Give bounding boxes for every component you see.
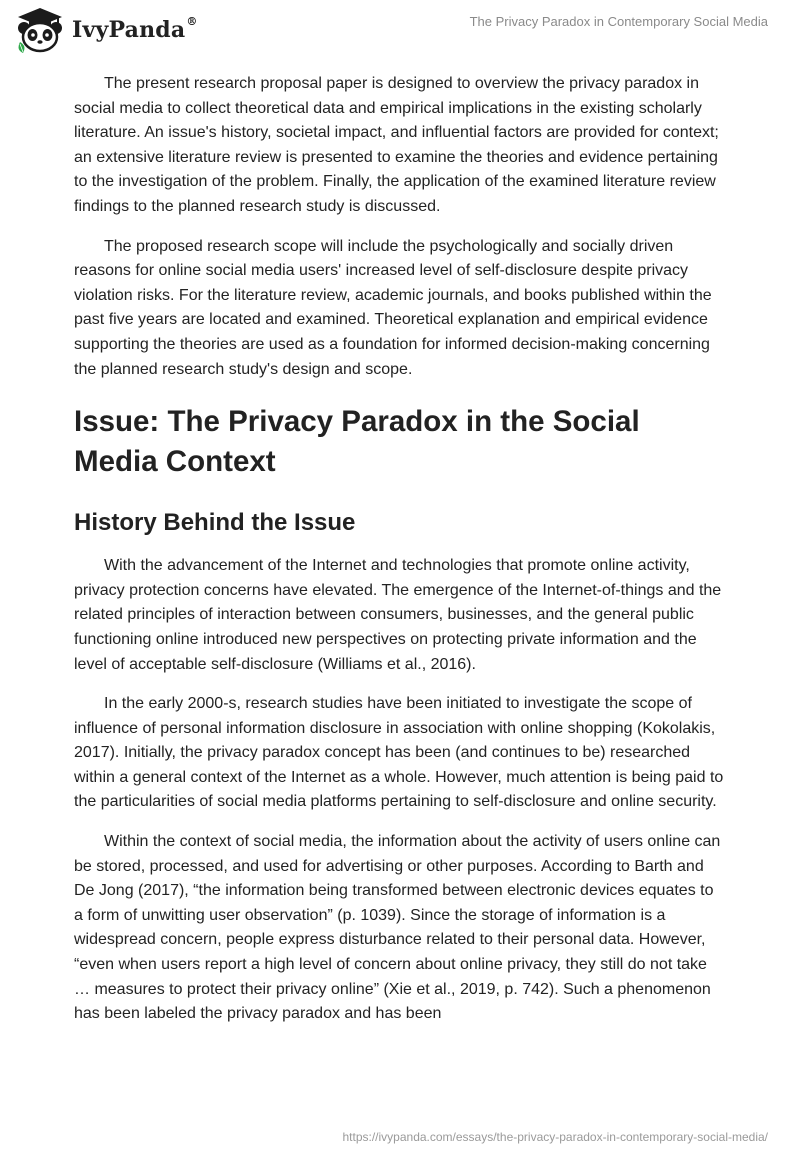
history-paragraph-3: Within the context of social media, the information about the activity of users online can be stored, processed, and used for advertising or other purposes. According to Barth and De Jong (2017), “the information being transformed between electronic devices equates to a form of unwitting user observation” (p. 1039). Since the storage of information is a widespread concern, people express disturbance related to their personal data. However, “even when users report a high level of concern about online privacy, they still do not take … measures to protect their privacy online” (Xie et al., 2019, p. 742). Such a phenomenon has been labeled the privacy paradox and has been <box>74 833 721 1023</box>
intro-paragraph-1: The present research proposal paper is designed to overview the privacy paradox in social media to collect theoretical data and empirical implications in the existing scholarly literature. An issue's history, societal impact, and influential factors are provided for context; an extensive literature review is presented to examine the theories and evidence pertaining to the investigation of the problem. Finally, the application of the examined literature review findings to the planned research study is discussed. <box>74 75 719 215</box>
ivypanda-logo[interactable] <box>14 6 198 54</box>
brand-name <box>72 17 198 43</box>
panda-graduate-icon <box>14 6 66 54</box>
essay-body <box>74 72 724 1042</box>
page-header <box>0 0 800 60</box>
brand-name-text: IvyPanda <box>72 17 186 43</box>
registered-mark: ® <box>186 15 198 28</box>
history-paragraph-1: With the advancement of the Internet and technologies that promote online activity, privacy protection concerns have elevated. The emergence of the Internet-of-things and the related principles of interaction between consumers, businesses, and the general public functioning online introduced new perspectives on protecting private information and the level of acceptable self-disclosure (Williams et al., 2016). <box>74 557 722 673</box>
history-paragraph-2: In the early 2000-s, research studies have been initiated to investigate the scope of influence of personal information disclosure in association with online shopping (Kokolakis, 2017). Initially, the privacy paradox concept has been (and continues to be) researched within a general context of the Internet as a whole. However, much attention is being paid to the particularities of social media platforms pertaining to self-disclosure and online security. <box>74 695 724 811</box>
intro-paragraph-2: The proposed research scope will include the psychologically and socially driven reasons for online social media users' increased level of self-disclosure despite privacy violation risks. For the literature review, academic journals, and books published within the past five years are located and examined. Theoretical explanation and empirical evidence supporting the theories are used as a foundation for informed decision-making concerning the planned research study's design and scope. <box>74 237 712 378</box>
source-url-link[interactable]: https://ivypanda.com/essays/the-privacy-paradox-in-contemporary-social-media/ <box>342 1130 768 1144</box>
running-title: The Privacy Paradox in Contemporary Social Media <box>469 14 768 29</box>
section-heading: Issue: The Privacy Paradox in the Social Media Context <box>74 405 640 479</box>
subsection-heading: History Behind the Issue <box>74 509 356 537</box>
